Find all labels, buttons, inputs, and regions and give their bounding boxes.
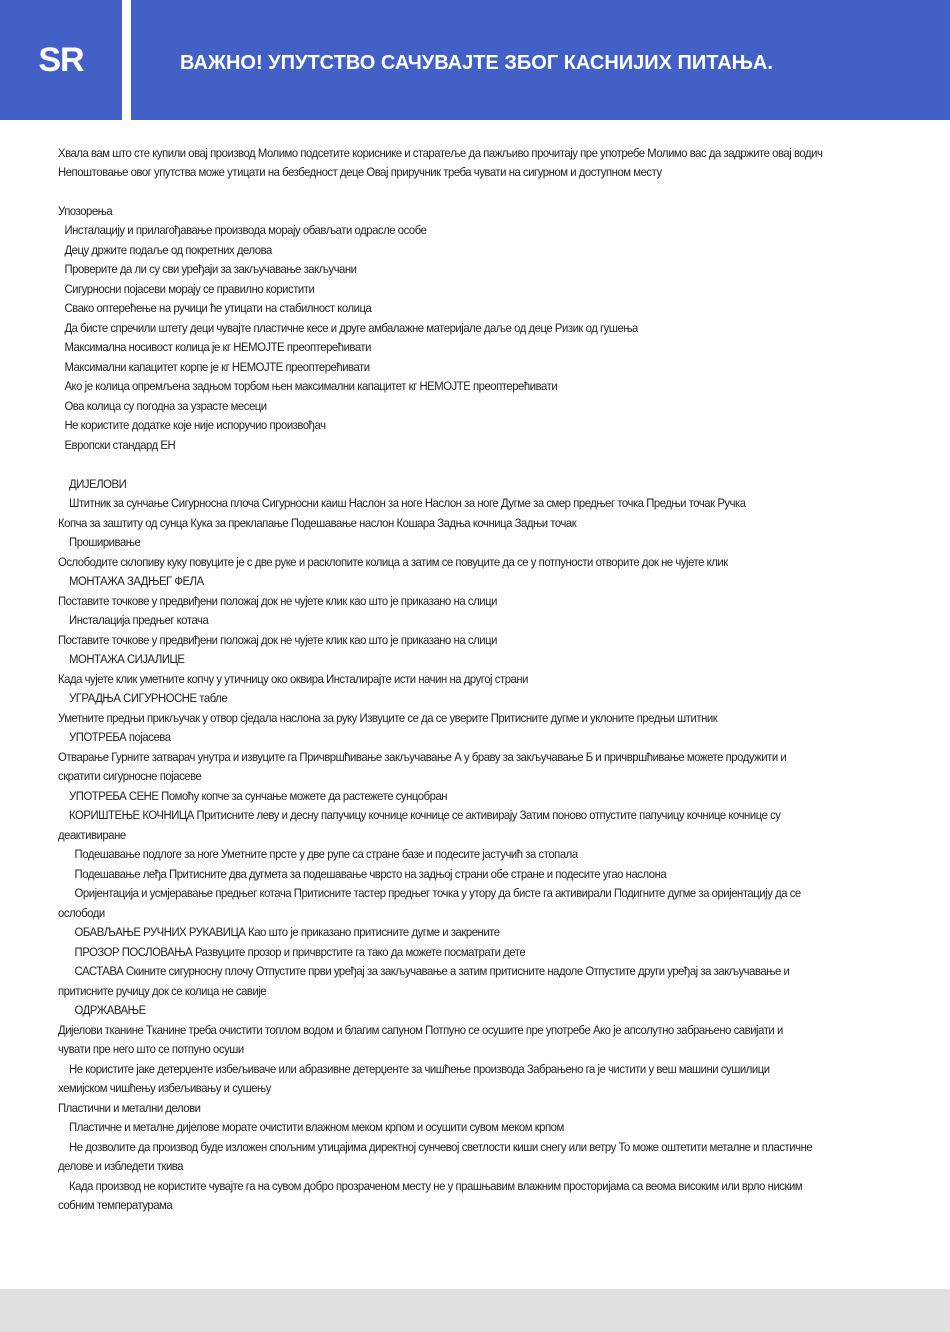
text-line: Подешавање леђа Притисните два дугмета за подешавање чврсто на задњој страни обе стране и подесите угао наслона (74, 867, 667, 881)
text-line: скратити сигурносне појасеве (58, 769, 202, 783)
text-line: Децу држите подаље од покретних делова (64, 243, 272, 257)
text-line: Када производ не користите чувајте га на сувом добро прозраченом месту не у прашњавим влажним просторијама са веома високим или врло ниским (69, 1179, 803, 1193)
text-line: УПОТРЕБА појасева (69, 730, 171, 744)
text-line: притисните ручицу док се колица не савије (58, 984, 267, 998)
text-line: МОНТАЖА ЗАДЊЕГ ФЕЛА (69, 574, 204, 588)
text-line: Поставите точкове у предвиђени положај док не чујете клик као што је приказано на слици (58, 594, 497, 608)
text-line: Не дозволите да производ буде изложен спољним утицајима директној сунчевој светлости киши снегу или ветру То може оштетити металне и пластичне (69, 1140, 813, 1154)
text-line: Отварање Гурните затварач унутра и извуците га Причвршћивање закључавање А у браву за закључавање Б и причвршћивање можете продужити и (58, 750, 787, 764)
page-title: ВАЖНО! УПУТСТВО САЧУВАЈТЕ ЗБОГ КАСНИЈИХ ПИТАЊА. (180, 52, 773, 74)
text-line: Подешавање подлоге за ноге Уметните прсте у две рупе са стране базе и подесите јастучић за стопала (74, 847, 578, 861)
text-line: собним температурама (58, 1198, 173, 1212)
header-divider (122, 0, 131, 120)
text-line: Максимални капацитет корпе је кг НЕМОЈТЕ преоптерећивати (64, 360, 370, 374)
text-line: МОНТАЖА СИЈАЛИЦЕ (69, 652, 185, 666)
text-line: Не користите додатке које није испоручио произвођач (64, 418, 326, 432)
text-line: Сигурносни појасеви морају се правилно користити (64, 282, 315, 296)
text-line: хемијском чишћењу избељивању и сушењу (58, 1081, 271, 1095)
text-line: Да бисте спречили штету деци чувајте пластичне кесе и друге амбалажне материјале даље од деце Ризик од гушења (64, 321, 638, 335)
text-line: ПРОЗОР ПОСЛОВАЊА Развуците прозор и причврстите га тако да можете посматрати дете (74, 945, 526, 959)
text-line: Уметните предњи прикључак у отвор сједала наслона за руку Извуците се да се уверите Притисните дугме и уклоните предњи штитник (58, 711, 718, 725)
text-line: Проширивање (69, 535, 141, 549)
header-banner (0, 0, 950, 120)
text-line: ОБАВЉАЊЕ РУЧНИХ РУКАВИЦА Као што је приказано притисните дугме и закрените (74, 925, 500, 939)
text-line: ДИЈЕЛОВИ (69, 477, 127, 491)
text-line: УПОТРЕБА СЕНЕ Помоћу копче за сунчање можете да растежете сунцобран (69, 789, 448, 803)
text-line: Европски стандард ЕН (64, 438, 176, 452)
text-line: САСТАВА Скините сигурносну плочу Отпустите први уређај за закључавање а затим притисните надоле Отпустите други уређај за закључавање и (74, 964, 790, 978)
text-line: Не користите јаке детерџенте избељиваче или абразивне детерџенте за чишћење производа Забрањено га је чистити у веш машини сушилици (69, 1062, 770, 1076)
text-line: Максимална носивост колица је кг НЕМОЈТЕ преоптерећивати (64, 340, 372, 354)
text-line: Ова колица су погодна за узрасте месеци (64, 399, 267, 413)
text-line: УГРАДЊА СИГУРНОСНЕ табле (69, 691, 228, 705)
text-line: Ако је колица опремљена задњом торбом њен максимални капацитет кг НЕМОЈТЕ преоптерећивати (64, 379, 558, 393)
text-line: делове и избледети ткива (58, 1159, 184, 1173)
text-line: Када чујете клик уметните копчу у утичницу око оквира Инсталирајте исти начин на другој страни (58, 672, 529, 686)
text-line: деактивиране (58, 828, 126, 842)
text-line: Оријентација и усмјеравање предњег котача Притисните тастер предњег точка у утору да бисте га активирали Подигните дугме за оријентацију да се (74, 886, 801, 900)
text-line: Непоштовање овог упутства може утицати на безбедност деце Овај приручник треба чувати на сигурном и доступном месту (58, 165, 662, 179)
text-line: ослободи (58, 906, 105, 920)
text-line: Свако оптерећење на ручици ће утицати на стабилност колица (64, 301, 372, 315)
footer-bar (0, 1289, 950, 1332)
language-code: SR (38, 40, 84, 79)
text-line: Копча за заштиту од сунца Кука за преклапање Подешавање наслон Кошара Задња кочница Задњи точак (58, 516, 577, 530)
text-line: Поставите точкове у предвиђени положај док не чујете клик као што је приказано на слици (58, 633, 497, 647)
text-line: Инсталацију и прилагођавање производа морају обављати одрасле особе (64, 223, 427, 237)
text-line: Дијелови тканине Тканине треба очистити топлом водом и благим сапуном Потпуно се осушите пре употребе Ако је апсолутно забрањено савијати и (58, 1023, 783, 1037)
text-line: Пластични и метални делови (58, 1101, 201, 1115)
text-line: Штитник за сунчање Сигурносна плоча Сигурносни каиш Наслон за ноге Наслон за ноге Дугме за смер предњег точка Предњи точак Ручка (69, 496, 746, 510)
text-line: Упозорења (58, 204, 113, 218)
text-line: Проверите да ли су сви уређаји за закључавање закључани (64, 262, 357, 276)
text-line: ОДРЖАВАЊЕ (74, 1003, 146, 1017)
text-line: Ослободите склопиву куку повуците је с две руке и расклопите колица а затим се повуците да се у потпуности отворите док не чујете клик (58, 555, 728, 569)
text-line: чувати пре него што се потпуно осуши (58, 1042, 244, 1056)
text-line: Пластичне и металне дијелове морате очистити влажном меком крпом и осушити сувом меком крпом (69, 1120, 564, 1134)
text-line: Хвала вам што сте купили овај производ Молимо подсетите кориснике и старатеље да пажљиво прочитају пре употребе Молимо вас да задржите овај водич (58, 146, 823, 160)
text-line: Инсталација предњег котача (69, 613, 209, 627)
text-line: КОРИШТЕЊЕ КОЧНИЦА Притисните леву и десну папучицу кочнице кочнице се активирају Затим поново отпустите папучицу кочнице кочнице су (69, 808, 781, 822)
